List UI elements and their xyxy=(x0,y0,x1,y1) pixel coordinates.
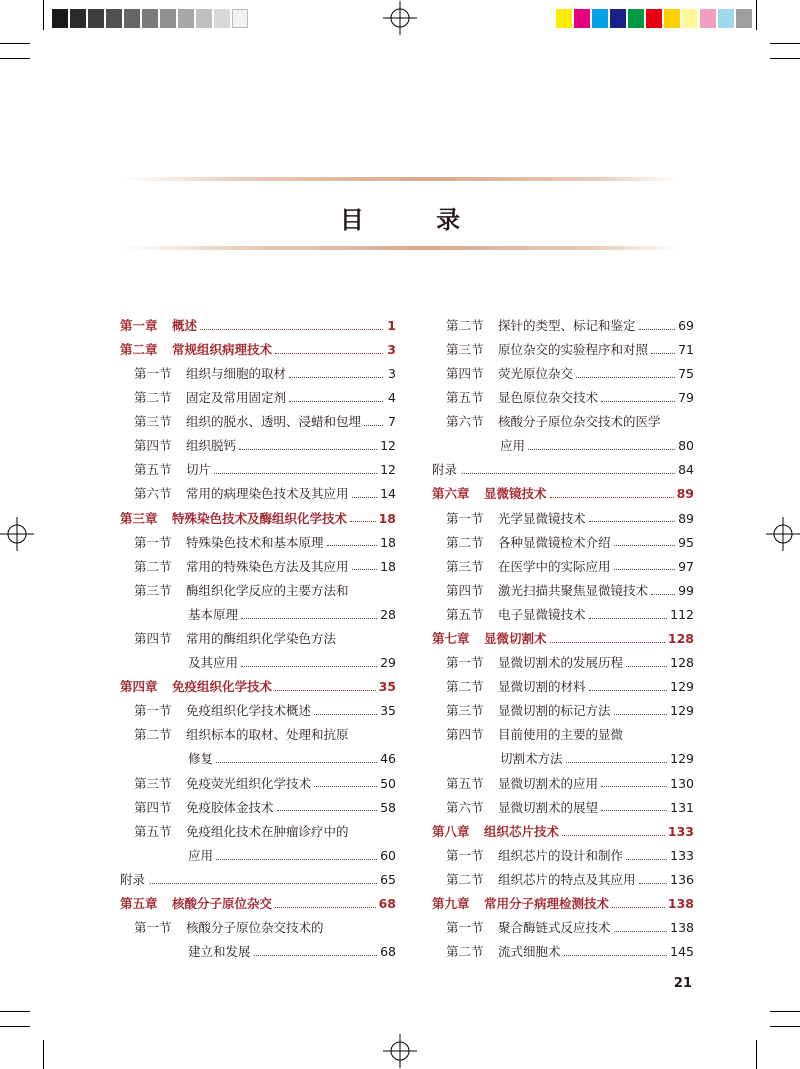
toc-entry-label: 第五节 xyxy=(446,606,484,622)
toc-entry-label: 附录 xyxy=(432,462,458,478)
gray-swatch xyxy=(52,9,68,28)
dot-leader xyxy=(589,618,668,619)
registration-mark-icon xyxy=(383,1,417,35)
toc-entry-title: 各种显微镜检术介绍 xyxy=(498,534,611,550)
gray-swatch xyxy=(106,9,122,28)
toc-entry-label: 第五节 xyxy=(446,775,484,791)
toc-section-entry[interactable] xyxy=(120,844,396,868)
toc-section-entry[interactable] xyxy=(120,748,396,772)
toc-entry-label: 第一节 xyxy=(446,510,484,526)
toc-page-number: 75 xyxy=(678,365,694,381)
toc-section-entry[interactable] xyxy=(432,868,694,892)
toc-entry-title: 流式细胞术 xyxy=(498,944,561,960)
toc-entry-title: 显微切割术的发展历程 xyxy=(498,655,624,671)
toc-section-entry[interactable] xyxy=(120,459,396,483)
toc-entry-label: 第三节 xyxy=(134,414,172,430)
toc-chapter-entry[interactable] xyxy=(432,820,694,844)
toc-page-number: 28 xyxy=(380,606,396,622)
toc-section-entry[interactable] xyxy=(432,579,694,603)
toc-section-entry[interactable] xyxy=(432,434,694,458)
toc-entry-label: 第一节 xyxy=(134,534,172,550)
toc-entry-label: 第二节 xyxy=(446,871,484,887)
toc-entry-title: 常规组织病理技术 xyxy=(172,341,273,357)
toc-right-column xyxy=(432,314,694,965)
dot-leader xyxy=(639,883,668,884)
toc-entry-label: 第一节 xyxy=(134,365,172,381)
title-bottom-rule xyxy=(120,246,680,250)
dot-leader xyxy=(614,931,668,932)
toc-entry-label: 第一章 xyxy=(120,317,158,333)
toc-section-entry[interactable] xyxy=(432,796,694,820)
toc-page-number: 69 xyxy=(678,317,694,333)
toc-page-number: 112 xyxy=(670,606,694,622)
toc-section-entry[interactable] xyxy=(120,796,396,820)
toc-entry-label: 第三节 xyxy=(134,775,172,791)
gray-swatch xyxy=(124,9,140,28)
color-swatch xyxy=(610,9,626,28)
dot-leader xyxy=(275,907,376,908)
toc-section-entry[interactable] xyxy=(432,675,694,699)
toc-section-entry[interactable] xyxy=(120,555,396,579)
toc-entry-label: 第六节 xyxy=(446,414,484,430)
toc-appendix-entry[interactable] xyxy=(120,868,396,892)
toc-entry-label: 第四节 xyxy=(134,799,172,815)
toc-entry-label: 第五章 xyxy=(120,896,158,912)
toc-section-entry[interactable] xyxy=(120,627,396,651)
toc-entry-title: 原位杂交的实验程序和对照 xyxy=(498,341,649,357)
dot-leader xyxy=(254,955,378,956)
toc-entry-label: 第二节 xyxy=(134,390,172,406)
color-swatch xyxy=(718,9,734,28)
toc-page-number: 14 xyxy=(380,486,396,502)
dot-leader xyxy=(601,810,667,811)
color-swatch xyxy=(682,9,698,28)
dot-leader xyxy=(562,835,665,836)
toc-entry-title: 核酸分子原位杂交 xyxy=(172,896,273,912)
dot-leader xyxy=(566,762,668,763)
dot-leader xyxy=(350,521,376,522)
toc-section-entry[interactable] xyxy=(432,940,694,964)
toc-entry-label: 附录 xyxy=(120,871,146,887)
page-title: 目 录 xyxy=(339,206,493,234)
registration-mark-icon xyxy=(0,517,34,551)
dot-leader xyxy=(314,714,377,715)
page-number: 21 xyxy=(673,976,692,991)
toc-section-entry[interactable] xyxy=(432,651,694,675)
toc-section-entry[interactable] xyxy=(432,338,694,362)
toc-section-entry[interactable] xyxy=(432,507,694,531)
toc-entry-label: 第三节 xyxy=(446,341,484,357)
toc-page-number: 129 xyxy=(670,703,694,719)
toc-left-column xyxy=(120,314,396,965)
toc-page-number: 65 xyxy=(380,871,396,887)
toc-page-number: 18 xyxy=(378,510,396,526)
toc-page-number: 89 xyxy=(676,486,694,502)
toc-section-entry[interactable] xyxy=(120,724,396,748)
dot-leader xyxy=(200,329,383,330)
toc-section-entry[interactable] xyxy=(120,772,396,796)
toc-entry-title: 免疫荧光组织化学技术 xyxy=(186,775,312,791)
toc-section-entry[interactable] xyxy=(432,772,694,796)
toc-section-entry[interactable] xyxy=(120,651,396,675)
toc-entry-title: 电子显微镜技术 xyxy=(498,606,586,622)
toc-entry-title: 常用分子病理检测技术 xyxy=(484,896,610,912)
toc-section-entry[interactable] xyxy=(120,916,396,940)
toc-entry-title: 固定及常用固定剂 xyxy=(186,390,287,406)
toc-entry-label: 第二节 xyxy=(134,558,172,574)
gray-swatch xyxy=(178,9,194,28)
gray-swatch xyxy=(88,9,104,28)
toc-entry-label: 第七章 xyxy=(432,631,470,647)
toc-page-number: 138 xyxy=(670,920,694,936)
toc-section-entry[interactable] xyxy=(432,724,694,748)
dot-leader xyxy=(639,329,676,330)
toc-page-number: 89 xyxy=(678,510,694,526)
toc-entry-title: 常用的特殊染色方法及其应用 xyxy=(186,558,349,574)
toc-entry-title: 修复 xyxy=(188,751,214,767)
toc-entry-title: 组织标本的取材、处理和抗原 xyxy=(186,727,349,743)
toc-page-number: 136 xyxy=(670,871,694,887)
toc-section-entry[interactable] xyxy=(432,844,694,868)
toc-page-number: 3 xyxy=(388,365,396,381)
toc-entry-label: 第一节 xyxy=(446,655,484,671)
dot-leader xyxy=(214,473,377,474)
toc-page-number: 129 xyxy=(670,679,694,695)
toc-page-number: 18 xyxy=(380,558,396,574)
toc-section-entry[interactable] xyxy=(120,531,396,555)
toc-entry-title: 荧光原位杂交 xyxy=(498,365,574,381)
toc-entry-title: 组织芯片的设计和制作 xyxy=(498,847,624,863)
toc-page-number: 133 xyxy=(670,847,694,863)
toc-entry-label: 第五节 xyxy=(134,462,172,478)
toc-entry-title: 基本原理 xyxy=(188,606,239,622)
toc-entry-label: 第二节 xyxy=(134,727,172,743)
toc-entry-title: 目前使用的主要的显微 xyxy=(498,727,624,743)
dot-leader xyxy=(314,786,377,787)
toc-entry-label: 第四节 xyxy=(134,631,172,647)
toc-entry-label: 第二章 xyxy=(120,341,158,357)
toc-page-number: 1 xyxy=(387,317,396,333)
toc-section-entry[interactable] xyxy=(120,362,396,386)
dot-leader xyxy=(601,786,667,787)
color-swatch xyxy=(646,9,662,28)
toc-entry-title: 光学显微镜技术 xyxy=(498,510,586,526)
color-swatch xyxy=(574,9,590,28)
toc-chapter-entry[interactable] xyxy=(120,338,396,362)
toc-entry-label: 第六节 xyxy=(446,799,484,815)
dot-leader xyxy=(150,883,377,884)
gray-swatch xyxy=(232,9,248,28)
toc-entry-label: 第五节 xyxy=(134,823,172,839)
toc-page-number: 12 xyxy=(380,438,396,454)
toc-section-entry[interactable] xyxy=(432,700,694,724)
toc-chapter-entry[interactable] xyxy=(432,627,694,651)
toc-chapter-entry[interactable] xyxy=(120,675,396,699)
dot-leader xyxy=(239,449,377,450)
toc-entry-title: 探针的类型、标记和鉴定 xyxy=(498,317,636,333)
toc-entry-title: 显微切割的材料 xyxy=(498,679,586,695)
toc-entry-label: 第九章 xyxy=(432,896,470,912)
toc-page-number: 58 xyxy=(380,799,396,815)
toc-entry-label: 第三节 xyxy=(446,558,484,574)
toc-entry-label: 第四节 xyxy=(446,727,484,743)
toc-entry-title: 建立和发展 xyxy=(188,944,251,960)
dot-leader xyxy=(651,594,675,595)
dot-leader xyxy=(626,666,667,667)
toc-chapter-entry[interactable] xyxy=(432,892,694,916)
dot-leader xyxy=(216,859,377,860)
toc-page-number: 68 xyxy=(378,896,396,912)
toc-entry-title: 酶组织化学反应的主要方法和 xyxy=(186,582,349,598)
color-swatch xyxy=(736,9,752,28)
toc-chapter-entry[interactable] xyxy=(120,892,396,916)
toc-entry-label: 第三节 xyxy=(134,582,172,598)
toc-entry-title: 核酸分子原位杂交技术的 xyxy=(186,920,324,936)
toc-page-number: 68 xyxy=(380,944,396,960)
toc-entry-label: 第四章 xyxy=(120,679,158,695)
toc-page-number: 138 xyxy=(667,896,694,912)
color-swatch xyxy=(700,9,716,28)
toc-entry-title: 显微切割的标记方法 xyxy=(498,703,611,719)
dot-leader xyxy=(275,353,383,354)
toc-page-number: 129 xyxy=(670,751,694,767)
toc-page-number: 12 xyxy=(380,462,396,478)
dot-leader xyxy=(614,569,676,570)
toc-entry-title: 切割术方法 xyxy=(500,751,563,767)
toc-page-number: 128 xyxy=(667,631,694,647)
toc-entry-label: 第五节 xyxy=(446,390,484,406)
dot-leader xyxy=(352,497,378,498)
toc-entry-title: 核酸分子原位杂交技术的医学 xyxy=(498,414,661,430)
color-swatch xyxy=(592,9,608,28)
toc-entry-title: 显微切割术的应用 xyxy=(498,775,599,791)
toc-page-number: 128 xyxy=(670,655,694,671)
dot-leader xyxy=(277,810,378,811)
gray-swatch xyxy=(70,9,86,28)
dot-leader xyxy=(589,690,668,691)
toc-entry-label: 第二节 xyxy=(446,944,484,960)
toc-entry-label: 第二节 xyxy=(446,679,484,695)
toc-chapter-entry[interactable] xyxy=(120,314,396,338)
toc-entry-title: 组织的脱水、透明、浸蜡和包埋 xyxy=(186,414,362,430)
toc-section-entry[interactable] xyxy=(120,820,396,844)
dot-leader xyxy=(589,521,676,522)
toc-page-number: 131 xyxy=(670,799,694,815)
toc-section-entry[interactable] xyxy=(120,434,396,458)
toc-entry-label: 第一节 xyxy=(446,847,484,863)
dot-leader xyxy=(327,545,378,546)
toc-entry-label: 第一节 xyxy=(134,703,172,719)
toc-entry-label: 第三节 xyxy=(446,703,484,719)
toc-page-number: 35 xyxy=(378,679,396,695)
toc-page-number: 7 xyxy=(388,414,396,430)
toc-entry-title: 显微镜技术 xyxy=(484,486,547,502)
toc-section-entry[interactable] xyxy=(432,362,694,386)
dot-leader xyxy=(612,907,665,908)
toc-page-number: 35 xyxy=(380,703,396,719)
toc-chapter-entry[interactable] xyxy=(432,483,694,507)
toc-section-entry[interactable] xyxy=(120,410,396,434)
toc-appendix-entry[interactable] xyxy=(432,459,694,483)
toc-page-number: 18 xyxy=(380,534,396,550)
toc-section-entry[interactable] xyxy=(432,410,694,434)
toc-section-entry[interactable] xyxy=(432,555,694,579)
dot-leader xyxy=(550,642,665,643)
toc-section-entry[interactable] xyxy=(432,748,694,772)
toc-entry-title: 聚合酶链式反应技术 xyxy=(498,920,611,936)
toc-page-number: 4 xyxy=(388,390,396,406)
toc-page-number: 80 xyxy=(678,438,694,454)
toc-entry-title: 免疫组织化学技术概述 xyxy=(186,703,312,719)
toc-entry-title: 常用的病理染色技术及其应用 xyxy=(186,486,349,502)
dot-leader xyxy=(528,449,675,450)
toc-section-entry[interactable] xyxy=(120,700,396,724)
toc-entry-title: 显微切割术的展望 xyxy=(498,799,599,815)
dot-leader xyxy=(364,425,383,426)
toc-page-number: 46 xyxy=(380,751,396,767)
color-swatch xyxy=(628,9,644,28)
toc-page-number: 79 xyxy=(678,390,694,406)
toc-section-entry[interactable] xyxy=(432,314,694,338)
toc-entry-title: 应用 xyxy=(500,438,526,454)
toc-entry-title: 在医学中的实际应用 xyxy=(498,558,611,574)
toc-entry-title: 免疫胶体金技术 xyxy=(186,799,274,815)
dot-leader xyxy=(352,569,378,570)
dot-leader xyxy=(614,545,676,546)
dot-leader xyxy=(626,859,667,860)
gray-swatch xyxy=(160,9,176,28)
toc-page-number: 99 xyxy=(678,582,694,598)
toc-section-entry[interactable] xyxy=(120,483,396,507)
toc-page-number: 95 xyxy=(678,534,694,550)
toc-entry-title: 概述 xyxy=(172,317,198,333)
toc-section-entry[interactable] xyxy=(432,603,694,627)
toc-section-entry[interactable] xyxy=(432,531,694,555)
dot-leader xyxy=(614,714,668,715)
toc-entry-label: 第三章 xyxy=(120,510,158,526)
toc-entry-title: 显微切割术 xyxy=(484,631,547,647)
toc-page-number: 50 xyxy=(380,775,396,791)
toc-section-entry[interactable] xyxy=(120,386,396,410)
toc-page-number: 133 xyxy=(667,823,694,839)
gray-swatch xyxy=(142,9,158,28)
toc-page-number: 97 xyxy=(678,558,694,574)
dot-leader xyxy=(289,401,383,402)
toc-entry-title: 特殊染色技术及酶组织化学技术 xyxy=(172,510,348,526)
gray-swatch xyxy=(196,9,212,28)
toc-section-entry[interactable] xyxy=(432,386,694,410)
dot-leader xyxy=(550,497,674,498)
toc-page-number: 3 xyxy=(387,341,396,357)
toc-entry-title: 及其应用 xyxy=(188,655,239,671)
toc-entry-label: 第二节 xyxy=(446,317,484,333)
toc-page-number: 71 xyxy=(678,341,694,357)
registration-mark-icon xyxy=(766,517,800,551)
toc-entry-title: 应用 xyxy=(188,847,214,863)
toc-page-number: 60 xyxy=(380,847,396,863)
dot-leader xyxy=(275,690,376,691)
toc-chapter-entry[interactable] xyxy=(120,507,396,531)
toc-entry-title: 切片 xyxy=(186,462,212,478)
toc-section-entry[interactable] xyxy=(120,940,396,964)
toc-page-number: 29 xyxy=(380,655,396,671)
toc-entry-label: 第六节 xyxy=(134,486,172,502)
toc-entry-label: 第四节 xyxy=(446,582,484,598)
toc-page-number: 130 xyxy=(670,775,694,791)
toc-entry-title: 组织与细胞的取材 xyxy=(186,365,287,381)
dot-leader xyxy=(601,401,675,402)
toc-entry-title: 组织芯片技术 xyxy=(484,823,560,839)
toc-entry-label: 第一节 xyxy=(134,920,172,936)
dot-leader xyxy=(216,762,377,763)
gray-swatch xyxy=(214,9,230,28)
toc-entry-label: 第六章 xyxy=(432,486,470,502)
title-top-rule xyxy=(120,177,680,181)
color-swatch xyxy=(556,9,572,28)
toc-section-entry[interactable] xyxy=(120,579,396,603)
toc-entry-title: 显色原位杂交技术 xyxy=(498,390,599,406)
toc-entry-label: 第一节 xyxy=(446,920,484,936)
toc-entry-label: 第四节 xyxy=(446,365,484,381)
toc-entry-label: 第二节 xyxy=(446,534,484,550)
toc-entry-title: 免疫组化技术在肿瘤诊疗中的 xyxy=(186,823,349,839)
toc-page-number: 84 xyxy=(678,462,694,478)
dot-leader xyxy=(576,377,675,378)
toc-entry-label: 第四节 xyxy=(134,438,172,454)
toc-page-number: 145 xyxy=(670,944,694,960)
color-swatch xyxy=(664,9,680,28)
toc-entry-label: 第八章 xyxy=(432,823,470,839)
dot-leader xyxy=(241,666,377,667)
toc-section-entry[interactable] xyxy=(432,916,694,940)
toc-entry-title: 免疫组织化学技术 xyxy=(172,679,273,695)
toc-section-entry[interactable] xyxy=(120,603,396,627)
dot-leader xyxy=(289,377,383,378)
toc-entry-title: 激光扫描共聚焦显微镜技术 xyxy=(498,582,649,598)
toc-entry-title: 常用的酶组织化学染色方法 xyxy=(186,631,337,647)
registration-mark-icon xyxy=(383,1034,417,1068)
toc-entry-title: 组织芯片的特点及其应用 xyxy=(498,871,636,887)
toc-entry-title: 组织脱钙 xyxy=(186,438,237,454)
toc-entry-title: 特殊染色技术和基本原理 xyxy=(186,534,324,550)
dot-leader xyxy=(651,353,675,354)
dot-leader xyxy=(564,955,668,956)
dot-leader xyxy=(462,473,675,474)
dot-leader xyxy=(241,618,377,619)
